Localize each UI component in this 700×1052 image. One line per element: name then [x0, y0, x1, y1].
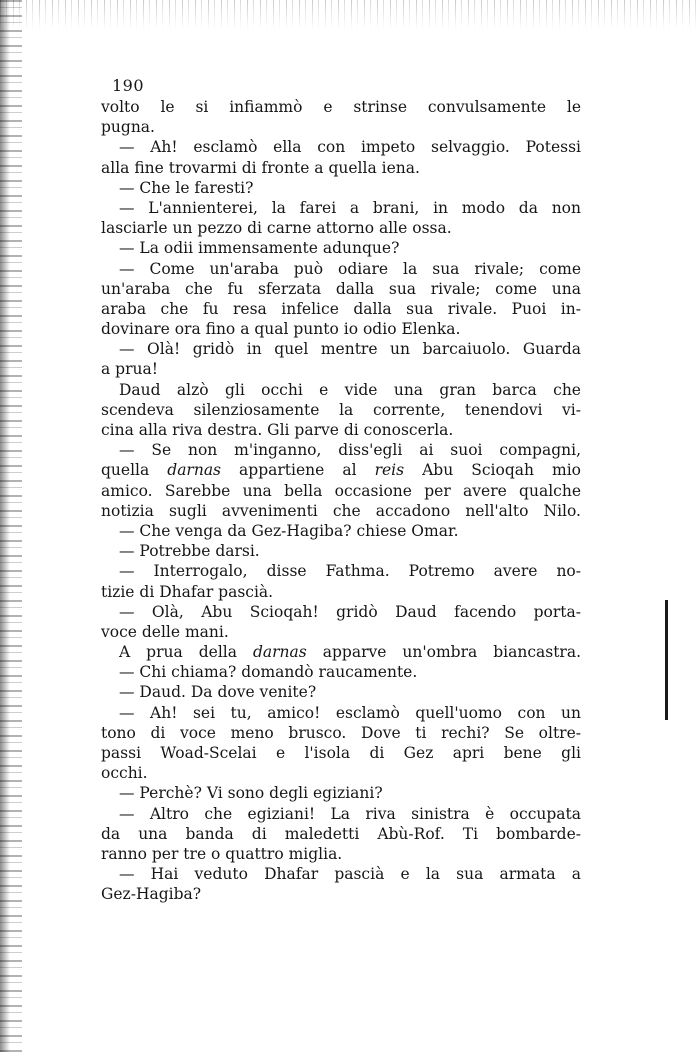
text-line [101, 824, 581, 844]
text-segment: — Chi chiama? domandò raucamente. [119, 663, 418, 682]
text-line [101, 682, 581, 702]
text-segment: — Se non m'inganno, diss'egli ai suoi compagni, [119, 441, 581, 460]
text-segment: voce delle mani. [101, 622, 229, 641]
text-line [101, 460, 581, 480]
italic-term: reis [374, 461, 405, 480]
text-segment: alla fine trovarmi di fronte a quella iena. [101, 158, 420, 177]
text-segment: pugna. [101, 118, 155, 137]
scan-edge-mark-right [665, 600, 668, 720]
text-segment: cina alla riva destra. Gli parve di conoscerla. [101, 421, 454, 439]
text-segment: passi Woad-Scelai e l'isola di Gez apri bene gli [101, 744, 581, 762]
text-line [101, 279, 581, 299]
page-number: 190 [112, 76, 145, 95]
text-segment: apparve un'ombra biancastra. [306, 643, 581, 662]
text-segment: — Olà, Abu Scioqah! gridò Daud facendo porta- [119, 602, 581, 621]
text-line [101, 238, 581, 258]
text-line [101, 723, 581, 743]
text-line [101, 259, 581, 279]
text-line [101, 218, 581, 238]
text-line [101, 864, 581, 884]
text-line [101, 763, 581, 783]
scan-edge-gradient-left [0, 0, 10, 1052]
text-segment: — Che le faresti? [119, 178, 254, 197]
text-segment: tizie di Dhafar pascià. [101, 582, 274, 601]
text-segment: — Potrebbe darsi. [119, 542, 260, 561]
italic-term: darnas [167, 461, 222, 480]
text-segment: dovinare ora fino a qual punto io odio Elenka. [101, 320, 461, 339]
text-line [101, 481, 581, 501]
text-segment: Daud alzò gli occhi e vide una gran barca che [119, 380, 581, 399]
text-segment: quella [101, 461, 168, 480]
text-line [101, 844, 581, 864]
text-line [101, 662, 581, 682]
text-segment: lasciarle un pezzo di carne attorno alle ossa. [101, 219, 452, 238]
text-line [101, 178, 581, 198]
text-segment: Gez-Hagiba? [101, 885, 202, 904]
text-line [101, 158, 581, 178]
text-line [101, 359, 581, 379]
text-segment: a prua! [101, 360, 158, 379]
text-line [101, 400, 581, 420]
text-line [101, 602, 581, 622]
text-line [101, 420, 581, 440]
text-segment: notizia sugli avvenimenti che accadono nell'alto Nilo. [101, 501, 581, 520]
text-segment: — Altro che egiziani! La riva sinistra è occupata [119, 804, 581, 823]
text-line [101, 117, 581, 137]
text-segment: volto le si infiammò e strinse convulsamente le [101, 98, 581, 116]
text-line [101, 884, 581, 904]
text-segment: — Che venga da Gez-Hagiba? chiese Omar. [119, 521, 459, 540]
text-segment: — Hai veduto Dhafar pascià e la sua armata a [119, 865, 581, 884]
text-segment: scendeva silenziosamente la corrente, tenendovi vi- [101, 400, 581, 419]
text-line [101, 703, 581, 723]
text-segment: — Daud. Da dove venite? [119, 683, 317, 702]
text-line [101, 319, 581, 339]
text-segment: — Interrogalo, disse Fathma. Potremo avere no- [119, 562, 581, 581]
text-line [101, 561, 581, 581]
text-line [101, 198, 581, 218]
text-line [101, 804, 581, 824]
text-segment: appartiene al [221, 461, 375, 480]
text-line [101, 521, 581, 541]
text-line [101, 380, 581, 400]
text-line [101, 97, 581, 117]
text-segment: — Ah! esclamò ella con impeto selvaggio. Potessi [119, 138, 581, 157]
text-line [101, 137, 581, 157]
text-line [101, 642, 581, 662]
text-segment: — Olà! gridò in quel mentre un barcaiuolo. Guarda [119, 340, 581, 359]
text-line [101, 743, 581, 763]
scan-edge-shadow-top [0, 0, 700, 30]
text-line [101, 622, 581, 642]
text-segment: — Come un'araba può odiare la sua rivale; come [119, 259, 581, 278]
text-line [101, 440, 581, 460]
text-segment: — Perchè? Vi sono degli egiziani? [119, 784, 383, 803]
text-segment: tono di voce meno brusco. Dove ti rechi? Se oltre- [101, 723, 581, 742]
text-line [101, 783, 581, 803]
text-segment: un'araba che fu sferzata dalla sua rivale; come una [101, 279, 581, 298]
text-segment: da una banda di maledetti Abù-Rof. Ti bombarde- [101, 824, 581, 843]
text-segment: ranno per tre o quattro miglia. [101, 844, 343, 863]
text-segment: amico. Sarebbe una bella occasione per avere qualche [101, 481, 581, 500]
text-line [101, 339, 581, 359]
text-segment: A prua della [119, 643, 253, 662]
text-segment: — Ah! sei tu, amico! esclamò quell'uomo con un [119, 703, 581, 722]
text-line [101, 299, 581, 319]
text-line [101, 501, 581, 521]
text-segment: occhi. [101, 764, 148, 783]
text-line [101, 541, 581, 561]
text-line [101, 582, 581, 602]
text-segment: — La odii immensamente adunque? [119, 239, 400, 258]
text-segment: araba che fu resa infelice dalla sua rivale. Puoi in- [101, 299, 581, 318]
italic-term: darnas [252, 643, 307, 662]
text-segment: Abu Scioqah mio [404, 461, 581, 480]
body-text [101, 97, 581, 905]
text-segment: — L'annienterei, la farei a brani, in modo da non [119, 198, 581, 217]
